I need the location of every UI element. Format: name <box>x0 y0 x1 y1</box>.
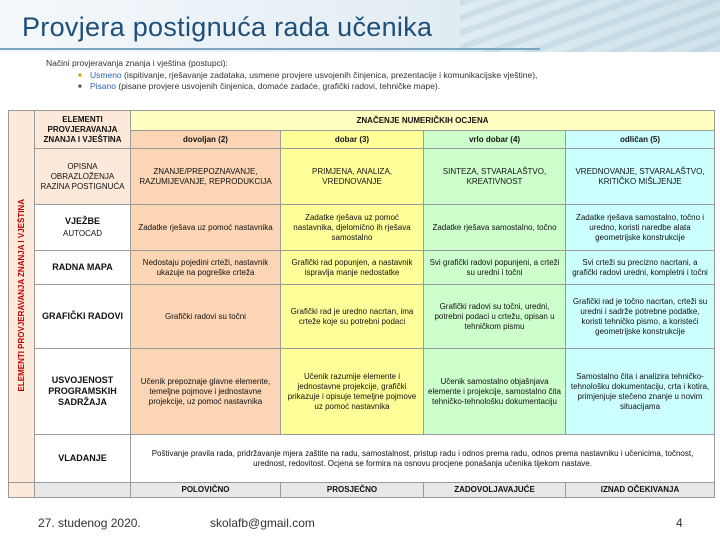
levels-label: OPISNA OBRAZLOŽENJA RAZINA POSTIGNUĆA <box>35 149 131 205</box>
grade-cell: Učenik samostalno objašnjava elemente i projekcije, samostalno čita tehničko-tehnološku dokumentaciju <box>424 349 566 435</box>
grade-cell: Svi crteži su precizno nacrtani, a grafički radovi uredni, kompletni i točni <box>566 251 715 285</box>
grade-cell: Grafički rad je uredno nacrtan, ima crteže koje su potrebni podaci <box>281 285 424 349</box>
slide-title: Provjera postignuća rada učenika <box>22 12 433 42</box>
razine-cell <box>9 483 35 498</box>
grade-header: dovoljan (2) <box>131 131 281 149</box>
assessment-methods <box>46 58 706 93</box>
grade-header: odličan (5) <box>566 131 715 149</box>
grade-header: vrlo dobar (4) <box>424 131 566 149</box>
level-description: PRIMJENA, ANALIZA, VREDNOVANJE <box>281 149 424 205</box>
grade-cell: Grafički radovi su točni <box>131 285 281 349</box>
grade-cell: Zadatke rješava samostalno, točno <box>424 205 566 251</box>
row-label <box>35 349 131 435</box>
footer-level: IZNAD OČEKIVANJA <box>566 483 715 498</box>
method-key: Usmeno <box>90 69 122 80</box>
level-description: SINTEZA, STVARALAŠTVO, KREATIVNOST <box>424 149 566 205</box>
row-label-text: VLADANJE <box>58 453 107 463</box>
grade-cell: Zadatke rješava uz pomoć nastavnika <box>131 205 281 251</box>
row-label-text: GRAFIČKI RADOVI <box>42 311 123 321</box>
footer-level: POLOVIČNO <box>131 483 281 498</box>
row-label-text: USVOJENOST PROGRAMSKIH SADRŽAJA <box>48 375 117 407</box>
row-label <box>35 435 131 483</box>
grade-cell: Učenik razumije elemente i jednostavne projekcije, grafički prikazuje i opisuje temeljne pojmove uz pomoć nastavnika <box>281 349 424 435</box>
row-label <box>35 251 131 285</box>
grade-cell: Zadatke rješava samostalno, točno i uredno, koristi naredbe alata geometrijske konstrukcije <box>566 205 715 251</box>
level-description: VREDNOVANJE, STVARALAŠTVO, KRITIČKO MIŠLJENJE <box>566 149 715 205</box>
grade-cell: Svi grafički radovi popunjeni, a crteži su uredni i točni <box>424 251 566 285</box>
method-item <box>46 70 706 82</box>
method-key: Pisano <box>90 81 116 91</box>
method-text: (ispitivanje, rješavanje zadataka, usmene provjere usvojenih činjenica, prezentacije i komunikacijske vještine), <box>121 69 538 80</box>
elements-header: ELEMENTI PROVJERAVANJA ZNANJA I VJEŠTINA <box>35 111 131 149</box>
vladanje-cell: Poštivanje pravila rada, pridržavanje mjera zaštite na radu, samostalnost, pristup radu i odnos prema radu, odnos prema nastavniku i učenicima, točnost, urednost, redovitost. Ocjena se formira na osnovu procjene ponašanja učenika tijekom nastave. <box>131 435 715 483</box>
row-label <box>35 285 131 349</box>
grade-header: dobar (3) <box>281 131 424 149</box>
row-label-text: VJEŽBE <box>64 216 100 226</box>
footer-date: 27. studenog 2020. <box>38 516 141 530</box>
title-underline <box>0 48 540 50</box>
grade-cell: Zadatke rješava uz pomoć nastavnika, djelomično ih rješava samostalno <box>281 205 424 251</box>
footer-email: skolafb@gmail.com <box>210 516 315 530</box>
grade-cell: Nedostaju pojedini crteži, nastavnik ukazuje na pogreške crteža <box>131 251 281 285</box>
side-label-cell <box>9 111 35 483</box>
footer-level: ZADOVOLJAVAJUĆE <box>424 483 566 498</box>
method-text: (pisane provjere usvojenih činjenica, domaće zadaće, grafički radovi, tehničke mape). <box>116 81 441 91</box>
row-sublabel: AUTOCAD <box>63 229 102 238</box>
slide-number: 4 <box>676 516 683 530</box>
slide-footer <box>0 500 720 540</box>
grade-cell: Samostalno čita i analizira tehničko-tehnološku dokumentaciju, crta i kotira, primjenjuje stečeno znanje u novim situacijama <box>566 349 715 435</box>
footer-empty <box>35 483 131 498</box>
methods-lead: Načini provjeravanja znanja i vještina (postupci): <box>46 58 228 68</box>
grade-cell: Grafički rad popunjen, a nastavnik ispravlja manje nedostatke <box>281 251 424 285</box>
values-header: ZNAČENJE NUMERIČKIH OCJENA <box>131 111 715 131</box>
row-label-text: RADNA MAPA <box>52 262 113 272</box>
grade-cell: Učenik prepoznaje glavne elemente, temeljne pojmove i jednostavne projekcije, uz pomoć nastavnika <box>131 349 281 435</box>
level-description: ZNANJE/PREPOZNAVANJE, RAZUMIJEVANJE, REPRODUKCIJA <box>131 149 281 205</box>
grade-cell: Grafički radovi su točni, uredni, potrebni podaci u crtežu, opisan u tehničkom pismu <box>424 285 566 349</box>
row-label <box>35 205 131 251</box>
method-item <box>46 81 706 93</box>
grade-cell: Grafički rad je točno nacrtan, crteži su uredni i sadrže potrebne podatke, koristi tehničko pismo, a koristeći geometrijske konstrukcije <box>566 285 715 349</box>
embedded-table-image <box>8 58 714 496</box>
footer-level: PROSJEČNO <box>281 483 424 498</box>
grading-table <box>8 110 715 498</box>
side-label: ELEMENTI PROVJERAVANJA ZNANJA I VJEŠTINA <box>16 198 26 392</box>
decorative-swirl <box>460 0 720 52</box>
